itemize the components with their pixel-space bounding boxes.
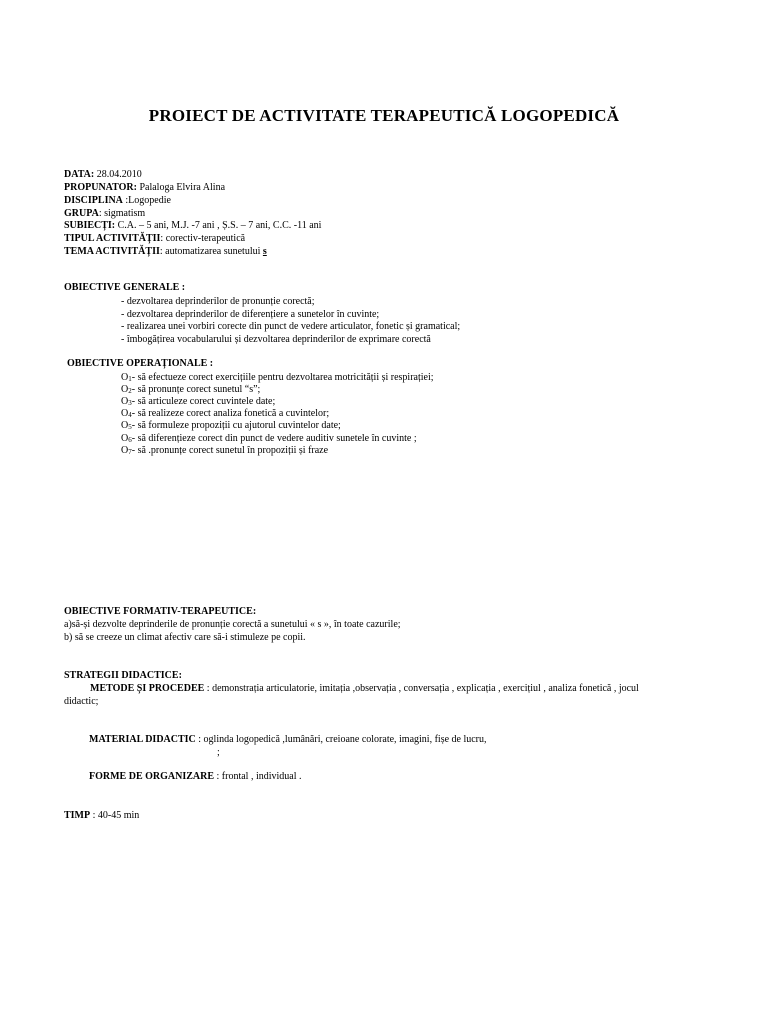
obiectiv-general-item: - îmbogățirea vocabularului și dezvoltarea deprinderilor de exprimare corectă xyxy=(121,334,431,345)
tema-label: TEMA ACTIVITĂȚII xyxy=(64,246,160,257)
data-value: 28.04.2010 xyxy=(94,169,142,180)
subiecti-value: C.A. – 5 ani, M.J. -7 ani , Ș.S. – 7 ani, C.C. -11 ani xyxy=(115,220,322,231)
tema-line xyxy=(64,246,267,258)
disciplina-line xyxy=(64,195,171,207)
propunator-line xyxy=(64,182,225,194)
grupa-label: GRUPA xyxy=(64,208,99,219)
obiectiv-operational-item: O7- să .pronunțe corect sunetul în propoziții și fraze xyxy=(121,445,329,456)
grupa-value: : sigmatism xyxy=(98,208,146,219)
tipul-value: : corectiv-terapeutică xyxy=(160,233,246,244)
propunator-label: PROPUNATOR: xyxy=(64,182,137,193)
material-value: : oglinda logopedică ,lumânări, creioane colorate, imagini, fișe de lucru, xyxy=(195,734,487,745)
metode-value: : demonstrația articulatorie, imitația ,observația , conversația , explicația , exercițiul , analiza fonetică , jocul xyxy=(204,683,639,694)
timp-value: : 40-45 min xyxy=(90,810,140,821)
disciplina-label: DISCIPLINA xyxy=(64,195,123,206)
metode-continuation: didactic; xyxy=(64,696,99,707)
obiectiv-formativ-item: b) să se creeze un climat afectiv care să-i stimuleze pe copii. xyxy=(64,632,306,643)
document-title: PROIECT DE ACTIVITATE TERAPEUTICĂ LOGOPEDICĂ xyxy=(148,106,620,125)
disciplina-value: :Logopedie xyxy=(122,195,171,206)
obiectiv-general-item: - realizarea unei vorbiri corecte din punct de vedere articulator, fonetic și gramatical; xyxy=(121,321,461,332)
strategii-heading: STRATEGII DIDACTICE: xyxy=(64,670,182,681)
obiective-generale-heading: OBIECTIVE GENERALE : xyxy=(64,282,186,293)
material-continuation: ; xyxy=(217,747,220,758)
forme-value: : frontal , individual . xyxy=(214,771,302,782)
obiectiv-operational-item: O6- să diferențieze corect din punct de vedere auditiv sunetele în cuvinte ; xyxy=(121,433,417,444)
obiectiv-operational-item: O4- să realizeze corect analiza fonetică a cuvintelor; xyxy=(121,408,330,419)
obiectiv-general-item: - dezvoltarea deprinderilor de pronunție corectă; xyxy=(121,296,315,307)
forme-label: FORME DE ORGANIZARE xyxy=(89,771,215,782)
grupa-line xyxy=(64,208,145,220)
tema-letter: s xyxy=(262,246,267,257)
obiectiv-operational-item: O3- să articuleze corect cuvintele date; xyxy=(121,396,276,407)
obiective-formativ-heading: OBIECTIVE FORMATIV-TERAPEUTICE: xyxy=(64,606,257,617)
obiectiv-operational-item: O5- să formuleze propoziții cu ajutorul cuvintelor date; xyxy=(121,420,341,431)
metode-label: METODE ȘI PROCEDEE xyxy=(90,683,205,694)
metode-line xyxy=(90,683,639,695)
forme-line xyxy=(89,771,302,783)
subiecti-line xyxy=(64,220,321,232)
obiectiv-operational-item: O2- să pronunțe corect sunetul “s”; xyxy=(121,384,261,395)
timp-line xyxy=(64,810,139,822)
material-line xyxy=(89,734,487,746)
tipul-line xyxy=(64,233,245,245)
data-line xyxy=(64,169,142,181)
obiectiv-general-item: - dezvoltarea deprinderilor de diferențiere a sunetelor în cuvinte; xyxy=(121,309,380,320)
obiective-operationale-heading: OBIECTIVE OPERAȚIONALE : xyxy=(67,358,214,369)
tipul-label: TIPUL ACTIVITĂȚII xyxy=(64,233,161,244)
tema-value: : automatizarea sunetului xyxy=(159,246,263,257)
timp-label: TIMP xyxy=(64,810,91,821)
propunator-value: Palaloga Elvira Alina xyxy=(136,182,226,193)
data-label: DATA: xyxy=(64,169,95,180)
obiectiv-formativ-item: a)să-și dezvolte deprinderile de pronunție corectă a sunetului « s », în toate cazurile; xyxy=(64,619,401,630)
obiectiv-operational-item: O1- să efectueze corect exercițiile pentru dezvoltarea motricității și respirației; xyxy=(121,372,434,383)
material-label: MATERIAL DIDACTIC xyxy=(89,734,196,745)
subiecti-label: SUBIECȚI: xyxy=(64,220,116,231)
